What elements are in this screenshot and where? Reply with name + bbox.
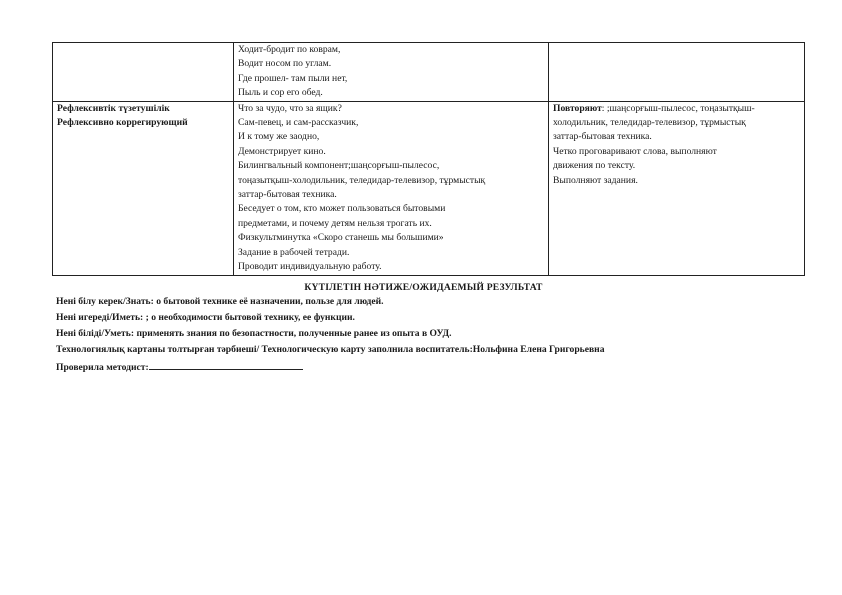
text-line: холодильник, теледидар-телевизор, тұрмыстық — [553, 117, 746, 129]
text-line: тоңазытқыш-холодильник, теледидар-телевизор, тұрмыстық — [238, 174, 486, 186]
repeat-text: : ;шаңсорғыш-пылесос, тоңазытқыш- — [601, 102, 755, 114]
able-label: Нені біліді/Уметь: — [56, 328, 135, 339]
text-line: Проводит индивидуальную работу. — [238, 261, 382, 273]
text-line: Выполняют задания. — [553, 174, 638, 186]
children-activity-cell — [549, 101, 805, 275]
text-line: Беседует о том, кто может пользоваться бытовыми — [238, 203, 446, 215]
checked-label: Проверила методист: — [56, 362, 149, 373]
table-row — [53, 101, 805, 275]
text-line: Сам-певец, и сам-рассказчик, — [238, 117, 359, 129]
table-row — [53, 43, 805, 102]
text-line: движения по тексту. — [553, 160, 636, 172]
know-label: Нені білу керек/Знать: — [56, 296, 154, 307]
know-text: о бытовой технике её назначении, пользе для людей. — [153, 296, 384, 307]
text-line: И к тому же заодно, — [238, 131, 320, 143]
result-able — [56, 328, 452, 340]
text-line: Что за чудо, что за ящик? — [238, 102, 342, 114]
stage-cell — [53, 101, 234, 275]
signature-line — [149, 360, 303, 370]
have-text: ; о необходимости бытовой технику, ее функции. — [143, 312, 355, 323]
stage-name-kk: Рефлексивтік түзетушілік — [57, 102, 170, 114]
teacher-activity-cell — [234, 43, 549, 102]
repeat-label: Повторяют — [553, 102, 602, 114]
text-line: Демонстрирует кино. — [238, 145, 326, 157]
text-line: Физкультминутка «Скоро станешь мы большими» — [238, 232, 444, 244]
text-line: Билингвальный компонент;шаңсорғыш-пылесос, — [238, 160, 440, 172]
text-line: Пыль и сор его обед. — [238, 87, 323, 99]
text-line — [553, 102, 800, 116]
text-line: заттар-бытовая техника. — [238, 189, 337, 201]
author-text: Технологиялық картаны толтырған тәрбиеші/ Технологическую карту заполнила воспитатель:Нольфина Елена Григорьевна — [56, 344, 605, 355]
text-line: Где прошел- там пыли нет, — [238, 72, 348, 84]
text-line: Водит носом по углам. — [238, 58, 332, 70]
lesson-plan-table — [52, 42, 805, 276]
children-activity-cell — [549, 43, 805, 102]
stage-cell — [53, 43, 234, 102]
text-line: Четко проговаривают слова, выполняют — [553, 145, 717, 157]
results-heading: КҮТІЛЕТІН НӘТИЖЕ/ОЖИДАЕМЫЙ РЕЗУЛЬТАТ — [304, 282, 543, 293]
text-line: Задание в рабочей тетради. — [238, 246, 350, 258]
teacher-activity-cell — [234, 101, 549, 275]
result-know — [56, 296, 384, 308]
author-line — [56, 344, 605, 356]
checked-line — [56, 360, 303, 374]
text-line: Ходит-бродит по коврам, — [238, 44, 341, 55]
result-have — [56, 312, 355, 324]
text-line: заттар-бытовая техника. — [553, 131, 652, 143]
able-text: применять знания по безопастности, полученные ранее из опыта в ОУД. — [134, 328, 452, 339]
text-line: предметами, и почему детям нельзя трогать их. — [238, 217, 432, 229]
have-label: Нені игереді/Иметь: — [56, 312, 144, 323]
stage-name-ru: Рефлексивно коррегирующий — [57, 117, 188, 129]
